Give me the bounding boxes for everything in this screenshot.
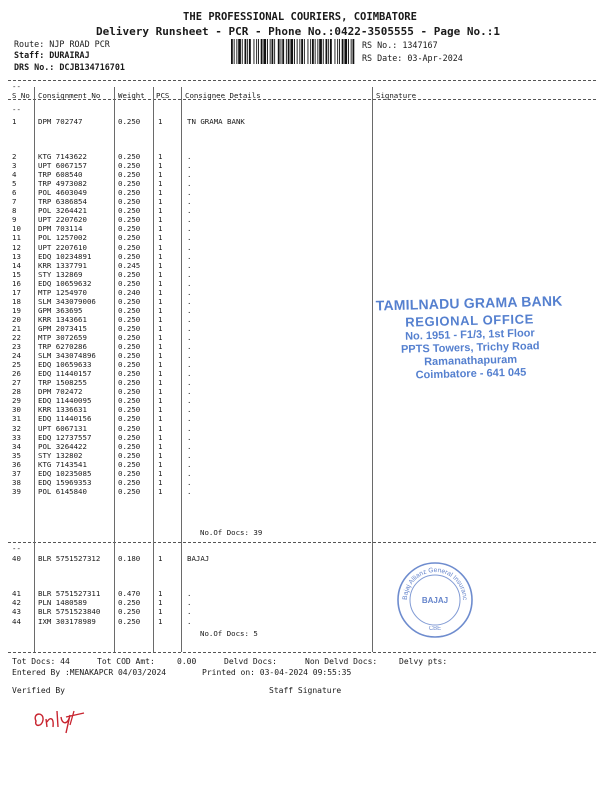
row-consignee: . [187,287,192,297]
table-row [0,443,600,451]
col-header-pcs: PCS [156,91,170,100]
row-consignee: . [187,616,192,626]
row-weight: 0.250 [118,161,141,171]
row-pcs: 1 [158,589,163,598]
table-row [0,379,600,387]
row-consignment: DPM 702472 [38,387,83,397]
row-consignee: . [187,233,192,243]
row-weight: 0.250 [118,607,141,617]
row-weight: 0.250 [118,188,141,198]
company-title: THE PROFESSIONAL COURIERS, COIMBATORE [183,11,417,23]
row-consignment: DPM 702747 [38,117,83,126]
stamp-line: TAMILNADU GRAMA BANK [375,292,563,314]
svg-text:BAJAJ: BAJAJ [421,596,449,605]
row-weight: 0.250 [118,215,141,225]
row-consignment: EDQ 12737557 [38,432,92,442]
row-sno: 41 [12,589,21,598]
row-weight: 0.250 [118,224,141,234]
row-consignment: POL 4603049 [38,188,87,198]
row-consignee: . [187,441,192,451]
row-consignee: . [187,423,192,433]
row-weight: 0.250 [118,233,141,243]
row-pcs: 1 [158,554,163,563]
svg-text:CBE: CBE [428,626,442,632]
row-weight: 0.250 [118,351,141,361]
row-pcs: 1 [158,197,163,207]
row-weight: 0.250 [118,450,141,460]
row-sno: 2 [12,152,17,161]
row-sno: 33 [12,432,21,442]
row-sno: 23 [12,342,21,352]
stamp-line: Coimbatore - 641 045 [415,366,527,382]
staff-label: Staff: DURAIRAJ [14,50,90,60]
row-pcs: 1 [158,260,163,270]
table-row [0,280,600,288]
row-consignment: BLR 5751523840 [38,607,101,617]
row-consignee: . [187,360,192,370]
row-weight: 0.250 [118,387,141,397]
row-pcs: 1 [158,269,163,279]
row-consignment: MTP 3072659 [38,333,87,342]
table-row [0,198,600,206]
row-consignee: . [187,333,192,342]
row-consignment: EDQ 10234891 [38,251,92,261]
route-label: Route: NJP ROAD PCR [14,39,110,49]
row-weight: 0.250 [118,305,141,315]
table-row [0,425,600,433]
table-row [0,479,600,487]
row-consignee: . [187,314,192,324]
dash-mark: -- [12,105,21,114]
row-weight: 0.250 [118,432,141,442]
row-weight: 0.250 [118,423,141,433]
row-pcs: 1 [158,206,163,216]
table-row [0,415,600,423]
table-row [0,271,600,279]
barcode [231,39,355,64]
group1-doc-count: No.Of Docs: 39 [200,528,263,537]
row-weight: 0.250 [118,152,141,161]
row-pcs: 1 [158,423,163,433]
row-pcs: 1 [158,405,163,415]
row-sno: 25 [12,360,21,370]
row-pcs: 1 [158,351,163,361]
row-consignee: . [187,206,192,216]
row-sno: 30 [12,405,21,415]
table-row [0,599,600,607]
table-row [0,189,600,197]
row-consignee: . [187,161,192,171]
row-sno: 24 [12,351,21,361]
row-sno: 28 [12,387,21,397]
col-header-weight: Weight [118,91,145,100]
row-consignee: . [187,179,192,189]
row-sno: 19 [12,305,21,315]
row-consignee: . [187,197,192,207]
row-pcs: 1 [158,459,163,469]
table-row [0,608,600,616]
row-sno: 37 [12,468,21,478]
row-sno: 40 [12,554,21,563]
row-weight: 0.250 [118,269,141,279]
row-consignee: . [187,296,192,306]
row-consignee: . [187,170,192,180]
row-consignee: . [187,598,192,608]
verified-by-label: Verified By [12,686,65,695]
row-sno: 27 [12,378,21,388]
row-sno: 5 [12,179,17,189]
col-header-signature: Signature [376,91,417,100]
row-consignment: BLR 5751527312 [38,554,101,563]
handwritten-signature [30,705,90,735]
row-sno: 42 [12,598,21,608]
row-consignment: STY 132869 [38,269,83,279]
table-row [0,618,600,626]
row-sno: 13 [12,251,21,261]
runsheet-subtitle: Delivery Runsheet - PCR - Phone No.:0422-3505555 - Page No.:1 [96,25,500,38]
row-pcs: 1 [158,598,163,608]
table-row [0,434,600,442]
row-sno: 43 [12,607,21,617]
table-row [0,162,600,170]
row-consignment: TRP 6386854 [38,197,87,207]
row-consignment: EDQ 10659632 [38,278,92,288]
group2-doc-count: No.Of Docs: 5 [200,629,258,638]
row-weight: 0.250 [118,170,141,180]
row-pcs: 1 [158,450,163,460]
row-consignment: DPM 703114 [38,224,83,234]
row-weight: 0.250 [118,598,141,608]
row-sno: 8 [12,206,17,216]
row-consignment: UPT 6067131 [38,423,87,433]
row-pcs: 1 [158,486,163,496]
row-consignee: . [187,396,192,406]
row-weight: 0.250 [118,278,141,288]
row-weight: 0.250 [118,197,141,207]
row-pcs: 1 [158,170,163,180]
row-consignment: KTG 7143622 [38,152,87,161]
row-pcs: 1 [158,616,163,626]
row-pcs: 1 [158,477,163,487]
row-weight: 0.250 [118,314,141,324]
row-weight: 0.240 [118,287,141,297]
row-consignment: PLN 1480589 [38,598,87,608]
row-weight: 0.245 [118,260,141,270]
row-pcs: 1 [158,215,163,225]
row-pcs: 1 [158,152,163,161]
row-pcs: 1 [158,432,163,442]
row-sno: 18 [12,296,21,306]
row-sno: 20 [12,314,21,324]
row-weight: 0.250 [118,477,141,487]
row-consignment: GPM 2073415 [38,323,87,333]
row-pcs: 1 [158,342,163,352]
row-consignment: IXM 303178989 [38,616,96,626]
row-weight: 0.250 [118,486,141,496]
row-sno: 21 [12,323,21,333]
row-consignment: SLM 343079006 [38,296,96,306]
row-consignee: . [187,224,192,234]
table-row [0,253,600,261]
row-sno: 12 [12,242,21,252]
row-consignment: EDQ 11440157 [38,369,92,379]
table-row [0,180,600,188]
row-consignee: . [187,414,192,424]
table-row [0,397,600,405]
row-consignment: POL 1257002 [38,233,87,243]
table-row [0,452,600,460]
row-consignee: . [187,387,192,397]
table-row [0,590,600,598]
row-sno: 44 [12,616,21,626]
row-weight: 0.250 [118,405,141,415]
row-pcs: 1 [158,378,163,388]
row-sno: 34 [12,441,21,451]
row-weight: 0.250 [118,441,141,451]
row-consignee: . [187,450,192,460]
table-row [0,388,600,396]
row-consignee: . [187,242,192,252]
row-consignment: UPT 2207610 [38,242,87,252]
row-pcs: 1 [158,468,163,478]
row-consignment: EDQ 15969353 [38,477,92,487]
stamp-line: PPTS Towers, Trichy Road [400,340,540,356]
header-rule-top [8,80,596,81]
row-consignment: EDQ 11440156 [38,414,92,424]
row-sno: 26 [12,369,21,379]
printed-on: Printed on: 03-04-2024 09:55:35 [202,668,352,677]
row-consignment: UPT 6067157 [38,161,87,171]
row-consignment: TRP 6270286 [38,342,87,352]
drs-number: DRS No.: DCJB134716701 [14,62,125,72]
group-rule-1 [8,542,596,543]
total-cod-label: Tot COD Amt: [97,657,155,666]
row-weight: 0.250 [118,360,141,370]
row-consignee: . [187,351,192,361]
row-sno: 17 [12,287,21,297]
row-consignment: SLM 343074896 [38,351,96,361]
row-weight: 0.250 [118,117,141,126]
delivered-docs: Delvd Docs: [224,657,277,666]
row-consignee: . [187,378,192,388]
row-consignment: POL 6145840 [38,486,87,496]
row-sno: 22 [12,333,21,342]
row-consignee: TN GRAMA BANK [187,117,245,126]
row-consignee: . [187,477,192,487]
row-pcs: 1 [158,360,163,370]
bank-stamp [369,292,571,382]
table-row [0,153,600,161]
staff-signature-label: Staff Signature [269,686,342,695]
row-weight: 0.250 [118,342,141,352]
row-weight: 0.250 [118,369,141,379]
row-sno: 1 [12,117,17,126]
entered-by: Entered By :MENAKAPCR 04/03/2024 [12,668,167,677]
row-consignment: EDQ 11440095 [38,396,92,406]
table-row [0,171,600,179]
row-sno: 6 [12,188,17,198]
row-consignee: . [187,342,192,352]
row-sno: 10 [12,224,21,234]
row-pcs: 1 [158,387,163,397]
row-weight: 0.250 [118,179,141,189]
row-consignee: BAJAJ [187,554,210,563]
rs-number: RS No.: 1347167 [362,40,438,50]
row-weight: 0.250 [118,396,141,406]
row-sno: 16 [12,278,21,288]
row-consignee: . [187,323,192,333]
row-pcs: 1 [158,233,163,243]
row-pcs: 1 [158,314,163,324]
row-pcs: 1 [158,161,163,171]
row-sno: 35 [12,450,21,460]
row-pcs: 1 [158,396,163,406]
table-row [0,406,600,414]
row-consignment: POL 3264422 [38,441,87,451]
total-cod-value: 0.00 [177,657,197,666]
row-weight: 0.250 [118,616,141,626]
row-sno: 14 [12,260,21,270]
row-sno: 11 [12,233,21,243]
row-consignment: MTP 1254970 [38,287,87,297]
row-sno: 3 [12,161,17,171]
row-consignment: TRP 608540 [38,170,83,180]
row-consignee: . [187,468,192,478]
row-pcs: 1 [158,441,163,451]
row-consignee: . [187,251,192,261]
row-weight: 0.250 [118,414,141,424]
row-consignee: . [187,486,192,496]
row-pcs: 1 [158,224,163,234]
row-consignee: . [187,152,192,161]
row-consignee: . [187,278,192,288]
col-header-details: Consignee Details [185,91,261,100]
row-pcs: 1 [158,296,163,306]
table-row [0,216,600,224]
row-consignment: POL 3264421 [38,206,87,216]
table-row [0,207,600,215]
col-header-sno: S No [12,91,30,100]
group-rule-2 [8,652,596,653]
row-sno: 15 [12,269,21,279]
row-pcs: 1 [158,242,163,252]
row-pcs: 1 [158,305,163,315]
stamp-line: No. 1951 - F1/3, 1st Floor [405,327,535,343]
row-consignee: . [187,305,192,315]
row-sno: 39 [12,486,21,496]
delivery-points: Delvy pts: [399,657,448,666]
row-pcs: 1 [158,278,163,288]
row-pcs: 1 [158,188,163,198]
row-weight: 0.250 [118,468,141,478]
row-weight: 0.250 [118,333,141,342]
table-row [0,225,600,233]
row-consignment: STY 132802 [38,450,83,460]
row-pcs: 1 [158,333,163,342]
svg-text:Bajaj Allianz General Insuranc: Bajaj Allianz General Insuranc [401,566,469,601]
row-consignment: EDQ 10235085 [38,468,92,478]
stamp-line: Ramanathapuram [424,353,518,369]
row-consignee: . [187,607,192,617]
row-consignee: . [187,188,192,198]
row-consignment: BLR 5751527311 [38,589,101,598]
row-weight: 0.470 [118,589,141,598]
table-row [0,118,600,126]
row-consignee: . [187,459,192,469]
row-consignment: GPM 363695 [38,305,83,315]
row-weight: 0.250 [118,296,141,306]
row-consignee: . [187,432,192,442]
row-sno: 4 [12,170,17,180]
row-consignee: . [187,269,192,279]
col-header-consignment: Consignment No [38,91,101,100]
row-pcs: 1 [158,251,163,261]
row-consignment: TRP 4973082 [38,179,87,189]
rs-date: RS Date: 03-Apr-2024 [362,53,463,63]
row-weight: 0.250 [118,206,141,216]
table-row [0,470,600,478]
row-pcs: 1 [158,287,163,297]
row-weight: 0.180 [118,554,141,563]
row-pcs: 1 [158,117,163,126]
row-weight: 0.250 [118,251,141,261]
row-sno: 29 [12,396,21,406]
row-weight: 0.250 [118,323,141,333]
non-delivered-docs: Non Delvd Docs: [305,657,378,666]
stamp-line: REGIONAL OFFICE [405,311,535,330]
row-sno: 36 [12,459,21,469]
row-sno: 7 [12,197,17,207]
table-row [0,244,600,252]
row-pcs: 1 [158,607,163,617]
table-row [0,262,600,270]
row-weight: 0.250 [118,459,141,469]
company-seal [395,560,475,640]
row-consignment: KRR 1337791 [38,260,87,270]
row-consignee: . [187,215,192,225]
row-sno: 32 [12,423,21,433]
row-pcs: 1 [158,179,163,189]
row-consignee: . [187,369,192,379]
row-consignee: . [187,405,192,415]
row-consignment: UPT 2207620 [38,215,87,225]
table-row [0,461,600,469]
table-row [0,555,600,563]
row-consignee: . [187,260,192,270]
row-sno: 9 [12,215,17,225]
row-pcs: 1 [158,323,163,333]
table-row [0,488,600,496]
dash-mark: -- [12,82,21,91]
row-weight: 0.250 [118,242,141,252]
row-consignee: . [187,589,192,598]
dash-mark: -- [12,544,21,553]
row-consignment: KRR 1336631 [38,405,87,415]
row-sno: 38 [12,477,21,487]
table-row [0,234,600,242]
row-weight: 0.250 [118,378,141,388]
row-pcs: 1 [158,369,163,379]
row-consignment: KRR 1343661 [38,314,87,324]
row-consignment: EDQ 10659633 [38,360,92,370]
row-consignment: KTG 7143541 [38,459,87,469]
row-pcs: 1 [158,414,163,424]
row-consignment: TRP 1508255 [38,378,87,388]
row-sno: 31 [12,414,21,424]
total-docs: Tot Docs: 44 [12,657,70,666]
